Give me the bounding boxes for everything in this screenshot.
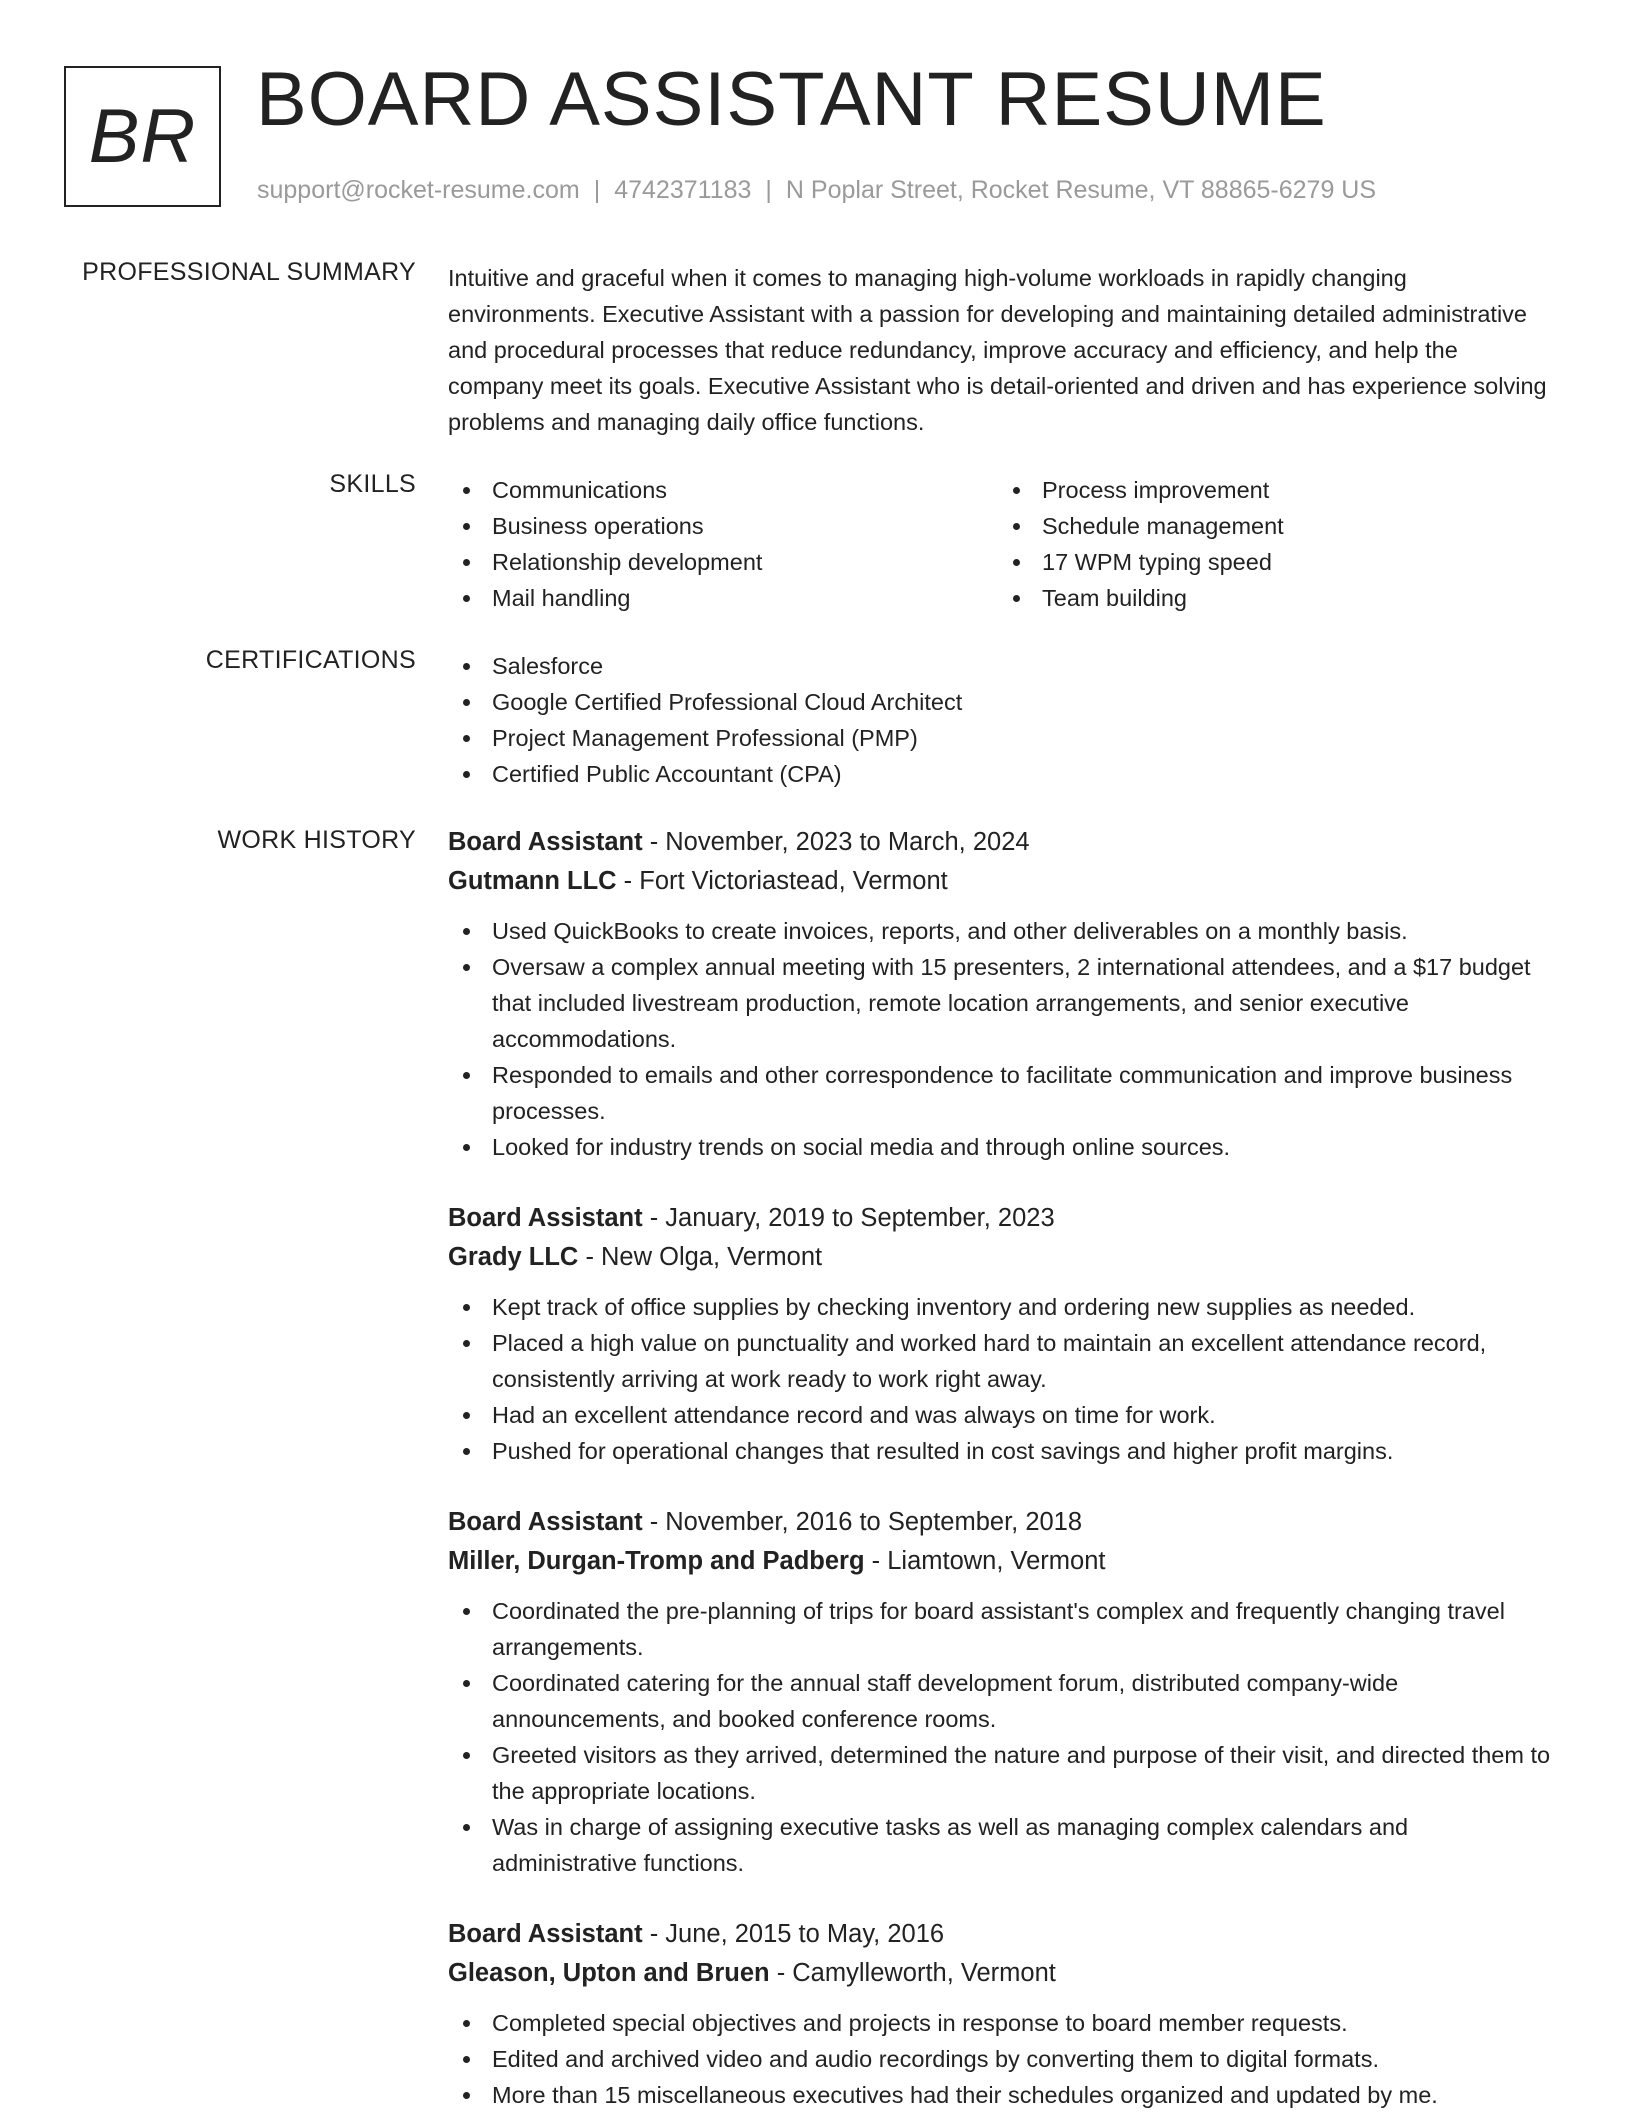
job-company-line	[448, 1954, 1558, 1993]
certifications-label: CERTIFICATIONS	[205, 646, 416, 674]
skills-list-right	[998, 472, 1548, 616]
job-title-line	[448, 1503, 1558, 1542]
job-location: - New Olga, Vermont	[578, 1243, 823, 1271]
job-title-line	[448, 1915, 1558, 1954]
job-title: Board Assistant	[448, 1204, 643, 1232]
job-entry	[448, 823, 1558, 1165]
skill-item: Business operations	[448, 508, 998, 544]
monogram-badge: BR	[64, 66, 221, 207]
job-duty: Oversaw a complex annual meeting with 15 presenters, 2 international attendees, and a $17 budget that included livestream production, remote location arrangements, and senior executive accommodations.	[448, 949, 1558, 1057]
skills-label: SKILLS	[329, 470, 416, 498]
contact-separator: |	[765, 176, 772, 204]
skill-item: Schedule management	[998, 508, 1548, 544]
skill-item: Communications	[448, 472, 998, 508]
certification-item: Certified Public Accountant (CPA)	[448, 756, 1558, 792]
skill-item: 17 WPM typing speed	[998, 544, 1548, 580]
job-duty: Pushed for operational changes that resulted in cost savings and higher profit margins.	[448, 1433, 1558, 1469]
certification-item: Project Management Professional (PMP)	[448, 720, 1558, 756]
job-duties	[448, 1289, 1558, 1469]
job-duty: Edited and archived video and audio recordings by converting them to digital formats.	[448, 2041, 1558, 2077]
job-title: Board Assistant	[448, 1508, 643, 1536]
resume-title: BOARD ASSISTANT RESUME	[256, 57, 1327, 142]
job-entry	[448, 1199, 1558, 1469]
job-location: - Camylleworth, Vermont	[769, 1959, 1056, 1987]
summary-text: Intuitive and graceful when it comes to managing high-volume workloads in rapidly changing environments. Executive Assistant with a passion for developing and maintaining detailed administrative and procedural processes that reduce redundancy, improve accuracy and efficiency, and help the company meet its goals. Executive Assistant who is detail-oriented and driven and has experience solving problems and managing daily office functions.	[448, 265, 1547, 435]
job-duty: Kept track of office supplies by checking inventory and ordering new supplies as needed.	[448, 1289, 1558, 1325]
skill-item: Team building	[998, 580, 1548, 616]
job-duty: Used QuickBooks to create invoices, reports, and other deliverables on a monthly basis.	[448, 913, 1558, 949]
job-company-line	[448, 1238, 1558, 1277]
job-duty: More than 15 miscellaneous executives had their schedules organized and updated by me.	[448, 2077, 1558, 2112]
job-location: - Liamtown, Vermont	[864, 1547, 1106, 1575]
job-dates: - June, 2015 to May, 2016	[642, 1920, 945, 1948]
job-duty: Was in charge of assigning executive tasks as well as managing complex calendars and administrative functions.	[448, 1809, 1558, 1881]
job-entry	[448, 1503, 1558, 1881]
job-duty: Had an excellent attendance record and was always on time for work.	[448, 1397, 1558, 1433]
skill-item: Process improvement	[998, 472, 1548, 508]
job-duties	[448, 1593, 1558, 1881]
job-company: Gutmann LLC	[448, 867, 617, 895]
job-company: Grady LLC	[448, 1243, 579, 1271]
job-duty: Coordinated catering for the annual staff development forum, distributed company-wide announcements, and booked conference rooms.	[448, 1665, 1558, 1737]
contact-email[interactable]: support@rocket-resume.com	[257, 176, 580, 204]
certification-item: Salesforce	[448, 648, 1558, 684]
contact-separator: |	[593, 176, 601, 204]
summary-label: PROFESSIONAL SUMMARY	[82, 258, 416, 286]
work-history-label: WORK HISTORY	[217, 826, 416, 854]
skill-item: Relationship development	[448, 544, 998, 580]
job-company-line	[448, 862, 1558, 901]
job-duty: Responded to emails and other correspondence to facilitate communication and improve business processes.	[448, 1057, 1558, 1129]
certification-item: Google Certified Professional Cloud Architect	[448, 684, 1558, 720]
job-company-line	[448, 1542, 1558, 1581]
contact-address: N Poplar Street, Rocket Resume, VT 88865-6279 US	[785, 176, 1377, 204]
job-company: Gleason, Upton and Bruen	[448, 1959, 770, 1987]
skill-item: Mail handling	[448, 580, 998, 616]
job-dates: - November, 2016 to September, 2018	[642, 1508, 1083, 1536]
job-title: Board Assistant	[448, 1920, 643, 1948]
job-duty: Completed special objectives and projects in response to board member requests.	[448, 2005, 1558, 2041]
job-entry	[448, 1915, 1558, 2112]
job-duty: Looked for industry trends on social media and through online sources.	[448, 1129, 1558, 1165]
job-dates: - November, 2023 to March, 2024	[642, 828, 1030, 856]
job-dates: - January, 2019 to September, 2023	[642, 1204, 1055, 1232]
contact-phone[interactable]: 4742371183	[614, 176, 752, 204]
job-title-line	[448, 1199, 1558, 1238]
job-title-line	[448, 823, 1558, 862]
job-duties	[448, 2005, 1558, 2112]
job-title: Board Assistant	[448, 828, 643, 856]
job-duty: Placed a high value on punctuality and worked hard to maintain an excellent attendance record, consistently arriving at work ready to work right away.	[448, 1325, 1558, 1397]
certifications-list	[448, 648, 1558, 792]
skills-list-left	[448, 472, 998, 616]
contact-line	[257, 176, 1376, 205]
job-company: Miller, Durgan-Tromp and Padberg	[448, 1547, 865, 1575]
job-duty: Greeted visitors as they arrived, determined the nature and purpose of their visit, and directed them to the appropriate locations.	[448, 1737, 1558, 1809]
job-duty: Coordinated the pre-planning of trips for board assistant's complex and frequently changing travel arrangements.	[448, 1593, 1558, 1665]
job-location: - Fort Victoriastead, Vermont	[616, 867, 948, 895]
job-duties	[448, 913, 1558, 1165]
